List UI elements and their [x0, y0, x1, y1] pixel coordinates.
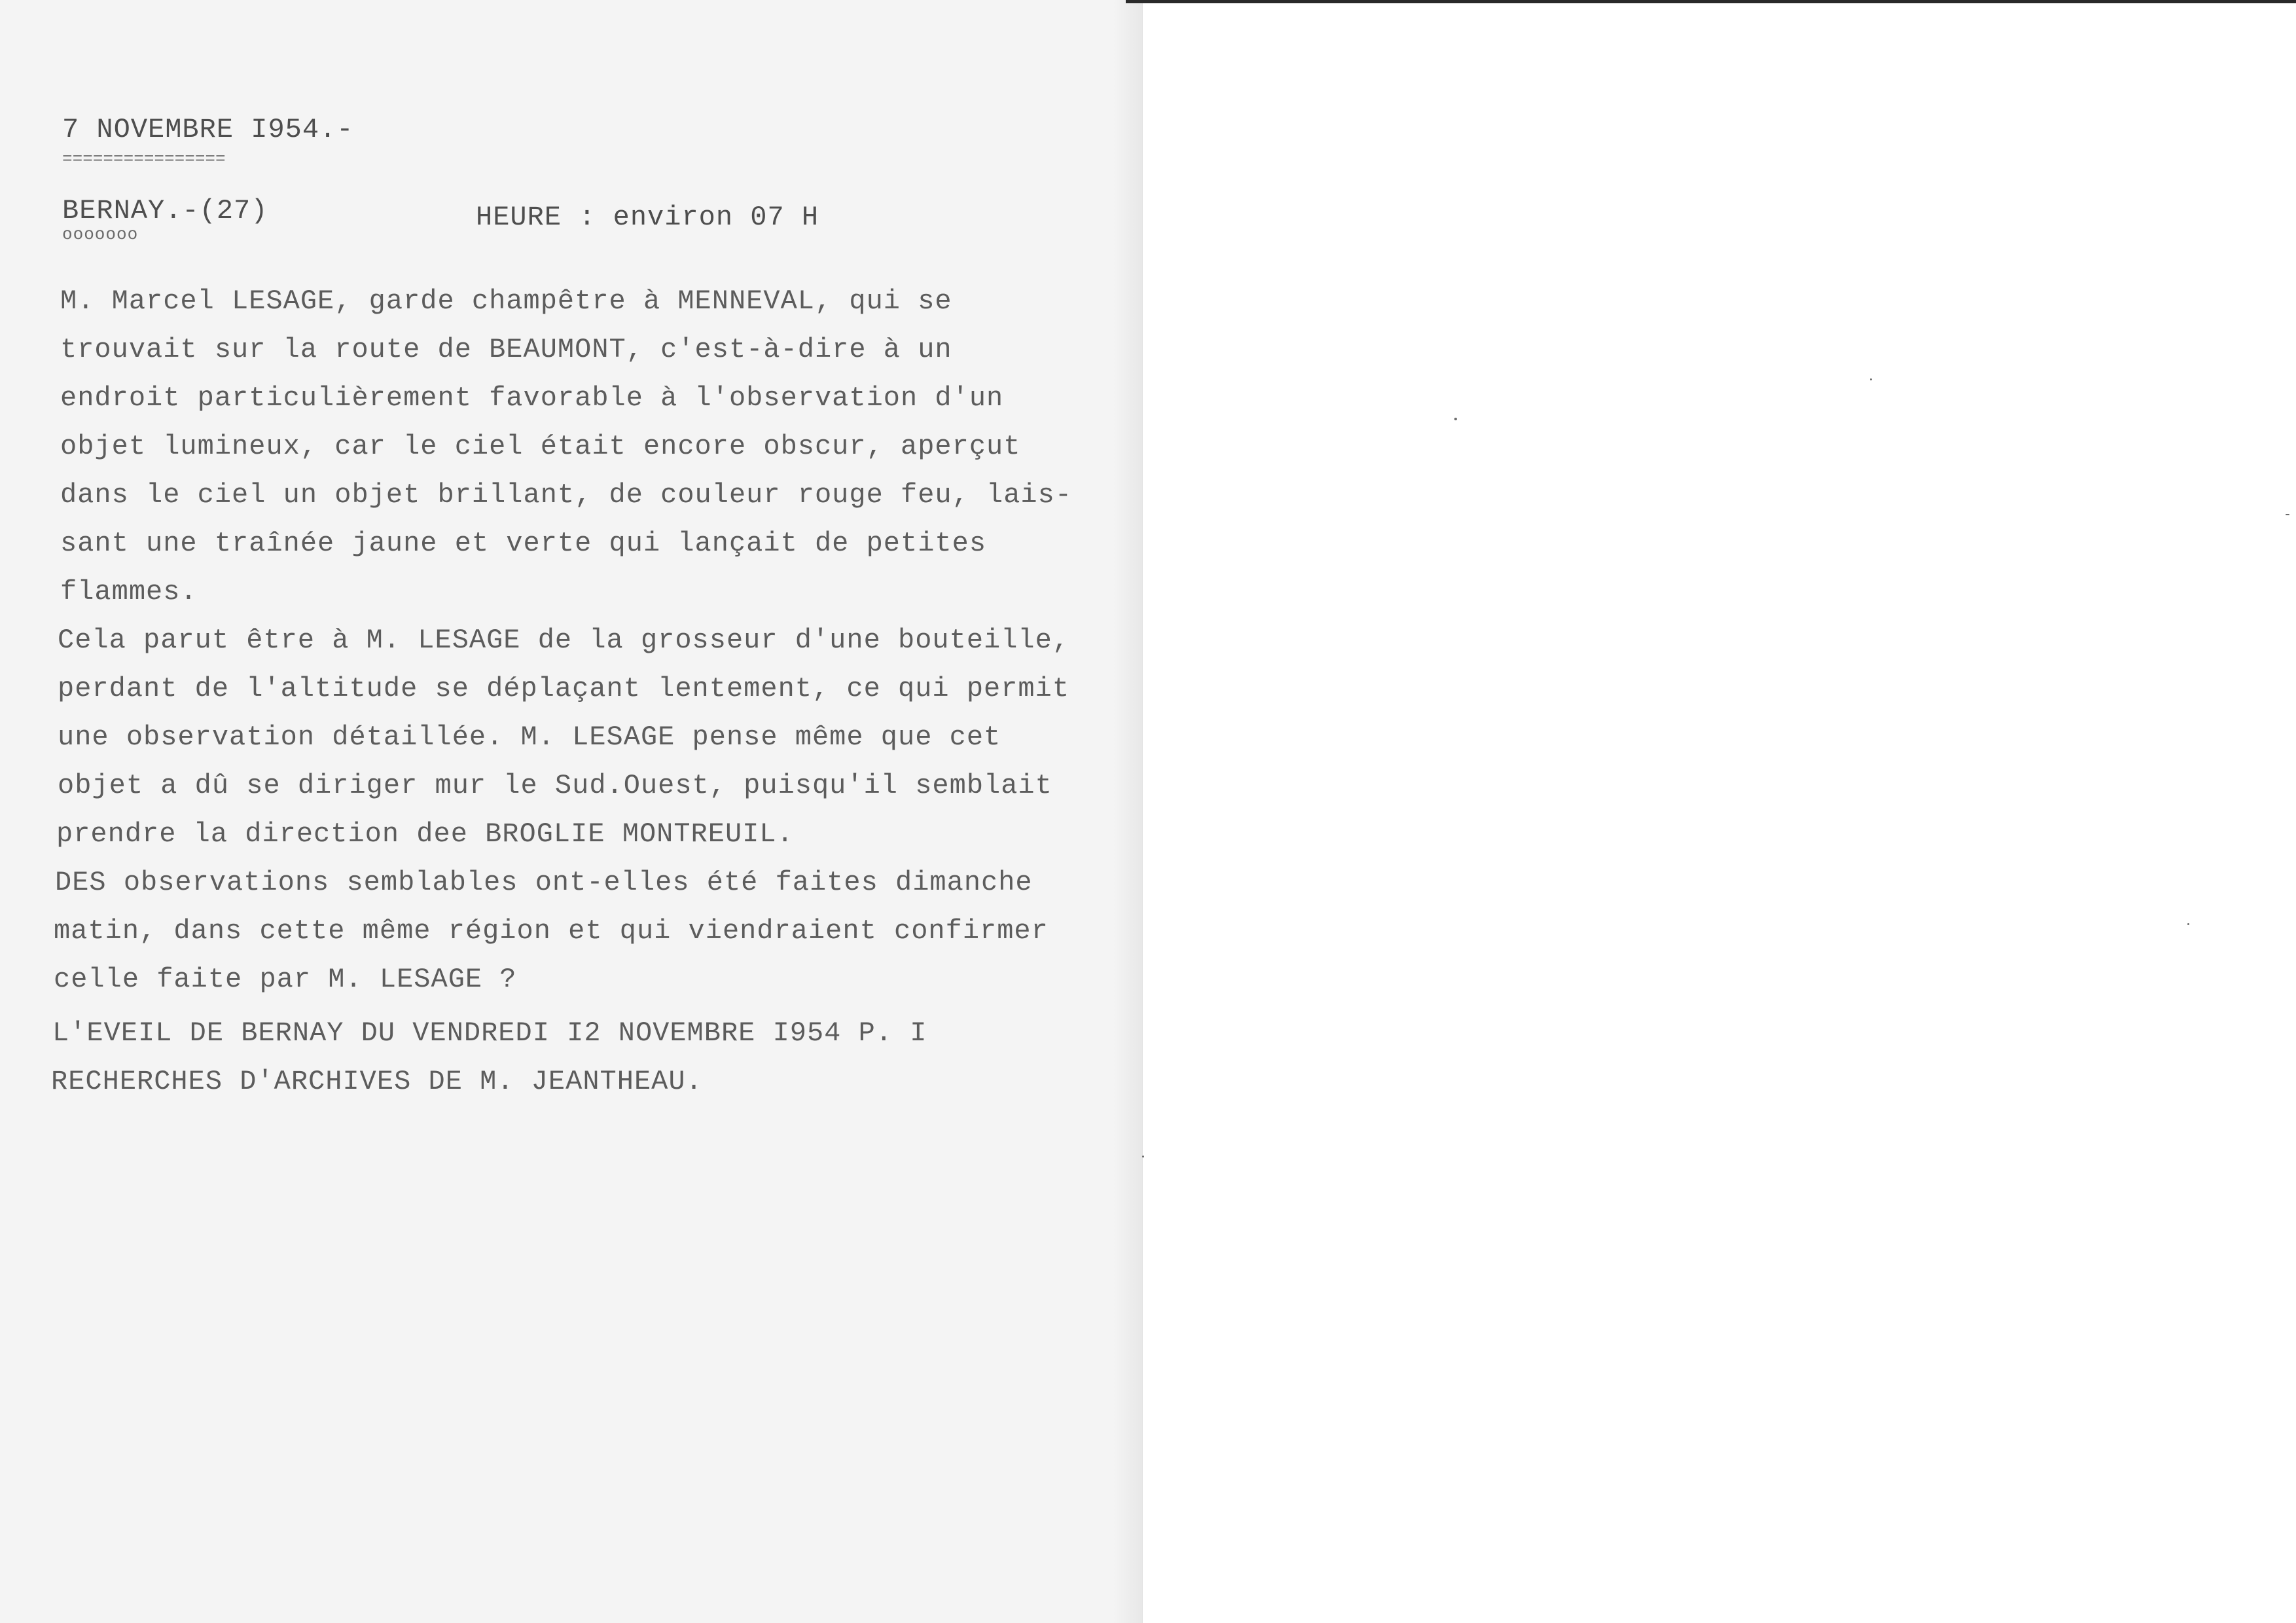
- body-line: objet lumineux, car le ciel était encore obscur, aperçut: [60, 431, 1021, 462]
- body-line: objet a dû se diriger mur le Sud.Ouest, puisqu'il semblait: [58, 770, 1052, 801]
- body-line: celle faite par M. LESAGE ?: [54, 964, 517, 995]
- body-line: DES observations semblables ont-elles été faites dimanche: [55, 867, 1033, 898]
- date-underline: ================: [62, 149, 226, 169]
- source-line: RECHERCHES D'ARCHIVES DE M. JEANTHEAU.: [51, 1066, 703, 1097]
- sheet-edge-shadow: [1113, 0, 1142, 1623]
- body-line: dans le ciel un objet brillant, de couleur rouge feu, lais-: [60, 479, 1073, 511]
- dust-speck: [1870, 378, 1872, 380]
- typewritten-sheet: [0, 0, 1143, 1623]
- scan-top-edge: [1126, 0, 2296, 3]
- dust-speck: [2187, 923, 2189, 925]
- body-line: flammes.: [60, 576, 198, 608]
- body-line: M. Marcel LESAGE, garde champêtre à MENNEVAL, qui se: [60, 285, 952, 317]
- body-line: perdant de l'altitude se déplaçant lentement, ce qui permit: [58, 673, 1070, 704]
- place-heading: BERNAY.-(27): [62, 195, 268, 227]
- body-line: Cela parut être à M. LESAGE de la grosseur d'une bouteille,: [58, 625, 1070, 656]
- body-line: une observation détaillée. M. LESAGE pense même que cet: [58, 721, 1001, 753]
- body-line: matin, dans cette même région et qui viendraient confirmer: [54, 915, 1049, 947]
- dust-speck: [2286, 514, 2289, 515]
- dust-speck: [1454, 418, 1457, 420]
- body-line: prendre la direction dee BROGLIE MONTREUIL.: [56, 818, 794, 850]
- time-heading: HEURE : environ 07 H: [476, 202, 819, 233]
- body-line: trouvait sur la route de BEAUMONT, c'est-à-dire à un: [60, 334, 952, 365]
- place-underline: ooooooo: [62, 225, 139, 244]
- source-line: L'EVEIL DE BERNAY DU VENDREDI I2 NOVEMBRE I954 P. I: [52, 1017, 927, 1049]
- body-line: endroit particulièrement favorable à l'observation d'un: [60, 382, 1004, 414]
- date-heading: 7 NOVEMBRE I954.-: [62, 114, 354, 145]
- body-line: sant une traînée jaune et verte qui lançait de petites: [60, 528, 987, 559]
- dust-speck: [1142, 1156, 1144, 1158]
